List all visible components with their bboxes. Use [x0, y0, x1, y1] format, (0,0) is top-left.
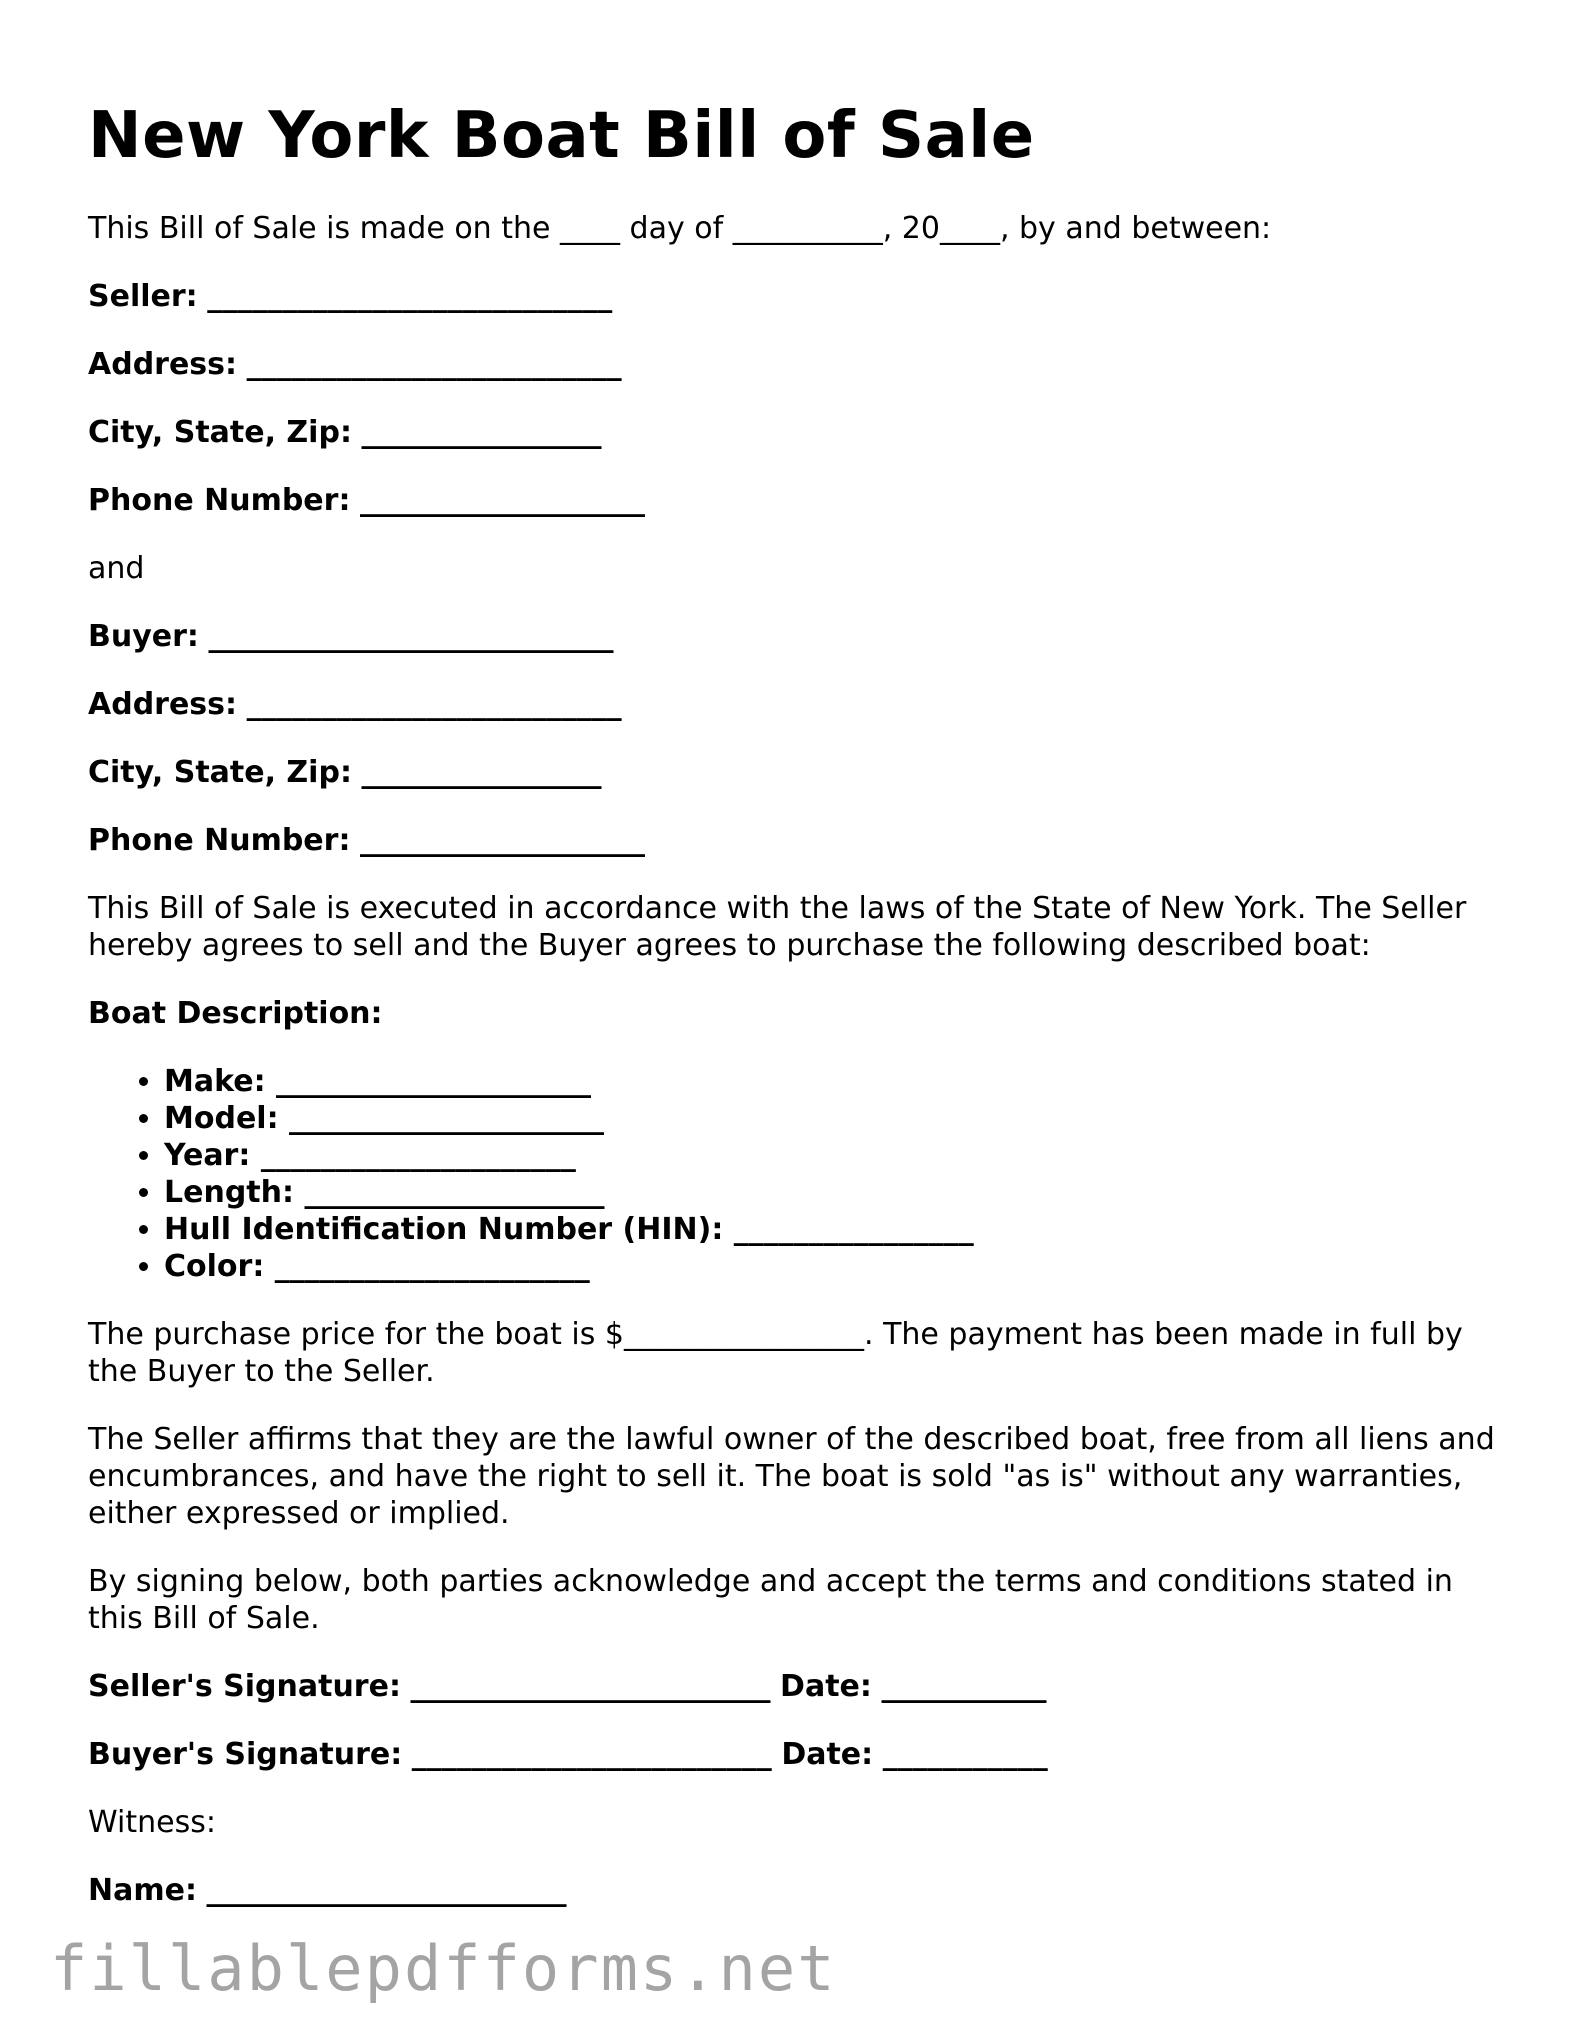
- buyer-city-label: City, State, Zip:: [88, 754, 352, 790]
- laws-paragraph: This Bill of Sale is executed in accordance with the laws of the State of New York. The Seller hereby agrees to sell and the Buyer agrees to purchase the following described boat:: [88, 890, 1467, 963]
- affirm-paragraph: The Seller affirms that they are the lawful owner of the described boat, free from all liens and encumbrances, and have the right to sell it. The boat is sold "as is" without any warranties, either expressed or implied.: [88, 1421, 1495, 1531]
- buyer-signature-field: [88, 1736, 1508, 1773]
- seller-address-field: [88, 346, 1508, 383]
- seller-city-field: [88, 414, 1508, 451]
- buyer-name-label: Buyer:: [88, 618, 199, 654]
- boat-model-label: Model:: [164, 1100, 279, 1136]
- price-paragraph: The purchase price for the boat is $________________. The payment has been made in full by the Buyer to the Seller.: [88, 1316, 1463, 1389]
- boat-make-line[interactable]: _____________________: [276, 1063, 592, 1099]
- buyer-date-line[interactable]: ___________: [882, 1736, 1048, 1772]
- witness-name-label: Name:: [88, 1872, 197, 1908]
- seller-signature-line[interactable]: ________________________: [410, 1668, 771, 1704]
- document-page: [88, 100, 1508, 1940]
- buyer-address-label: Address:: [88, 686, 238, 722]
- witness-name-field: [88, 1872, 1508, 1909]
- boat-model-line[interactable]: _____________________: [289, 1100, 605, 1136]
- boat-model-item: [164, 1100, 1508, 1137]
- seller-name-line[interactable]: ___________________________: [207, 278, 613, 314]
- boat-color-label: Color:: [164, 1248, 265, 1284]
- seller-city-label: City, State, Zip:: [88, 414, 352, 450]
- buyer-name-line[interactable]: ___________________________: [208, 618, 614, 654]
- buyer-city-line[interactable]: ________________: [361, 754, 602, 790]
- seller-phone-field: [88, 482, 1508, 519]
- boat-hin-label: Hull Identification Number (HIN):: [164, 1211, 724, 1247]
- seller-name-field: [88, 278, 1508, 315]
- boat-year-line[interactable]: _____________________: [260, 1137, 576, 1173]
- buyer-date-label: Date:: [781, 1736, 874, 1772]
- seller-signature-field: [88, 1668, 1508, 1705]
- witness-name-line[interactable]: ________________________: [206, 1872, 567, 1908]
- boat-description-list: [88, 1063, 1508, 1285]
- boat-length-line[interactable]: ____________________: [304, 1174, 605, 1210]
- buyer-phone-line[interactable]: ___________________: [360, 822, 645, 858]
- seller-phone-label: Phone Number:: [88, 482, 351, 518]
- boat-description-heading: Boat Description:: [88, 995, 383, 1031]
- seller-city-line[interactable]: ________________: [361, 414, 602, 450]
- buyer-city-field: [88, 754, 1508, 791]
- boat-color-line[interactable]: _____________________: [274, 1248, 590, 1284]
- boat-hin-item: [164, 1211, 1508, 1248]
- acknowledgement-paragraph: By signing below, both parties acknowledge and accept the terms and conditions stated in this Bill of Sale.: [88, 1563, 1453, 1636]
- seller-phone-line[interactable]: ___________________: [360, 482, 645, 518]
- document-title: New York Boat Bill of Sale: [88, 99, 1035, 173]
- buyer-address-field: [88, 686, 1508, 723]
- watermark: fillablepdfforms.net: [50, 1932, 837, 2005]
- boat-hin-line[interactable]: ________________: [733, 1211, 974, 1247]
- buyer-address-line[interactable]: _________________________: [246, 686, 622, 722]
- seller-date-line[interactable]: ___________: [881, 1668, 1047, 1704]
- boat-year-item: [164, 1137, 1508, 1174]
- buyer-name-field: [88, 618, 1508, 655]
- seller-date-label: Date:: [780, 1668, 872, 1704]
- boat-color-item: [164, 1248, 1508, 1285]
- boat-make-label: Make:: [164, 1063, 266, 1099]
- witness-label: Witness:: [88, 1804, 216, 1840]
- buyer-signature-label: Buyer's Signature:: [88, 1736, 403, 1772]
- and-text: and: [88, 550, 145, 586]
- buyer-phone-field: [88, 822, 1508, 859]
- buyer-phone-label: Phone Number:: [88, 822, 351, 858]
- boat-make-item: [164, 1063, 1508, 1100]
- boat-year-label: Year:: [164, 1137, 251, 1173]
- seller-signature-label: Seller's Signature:: [88, 1668, 401, 1704]
- seller-address-line[interactable]: _________________________: [246, 346, 622, 382]
- intro-paragraph: This Bill of Sale is made on the ____ day of __________, 20____, by and between:: [88, 210, 1272, 246]
- seller-address-label: Address:: [88, 346, 238, 382]
- buyer-signature-line[interactable]: ________________________: [411, 1736, 772, 1772]
- boat-length-item: [164, 1174, 1508, 1211]
- boat-length-label: Length:: [164, 1174, 294, 1210]
- seller-name-label: Seller:: [88, 278, 198, 314]
